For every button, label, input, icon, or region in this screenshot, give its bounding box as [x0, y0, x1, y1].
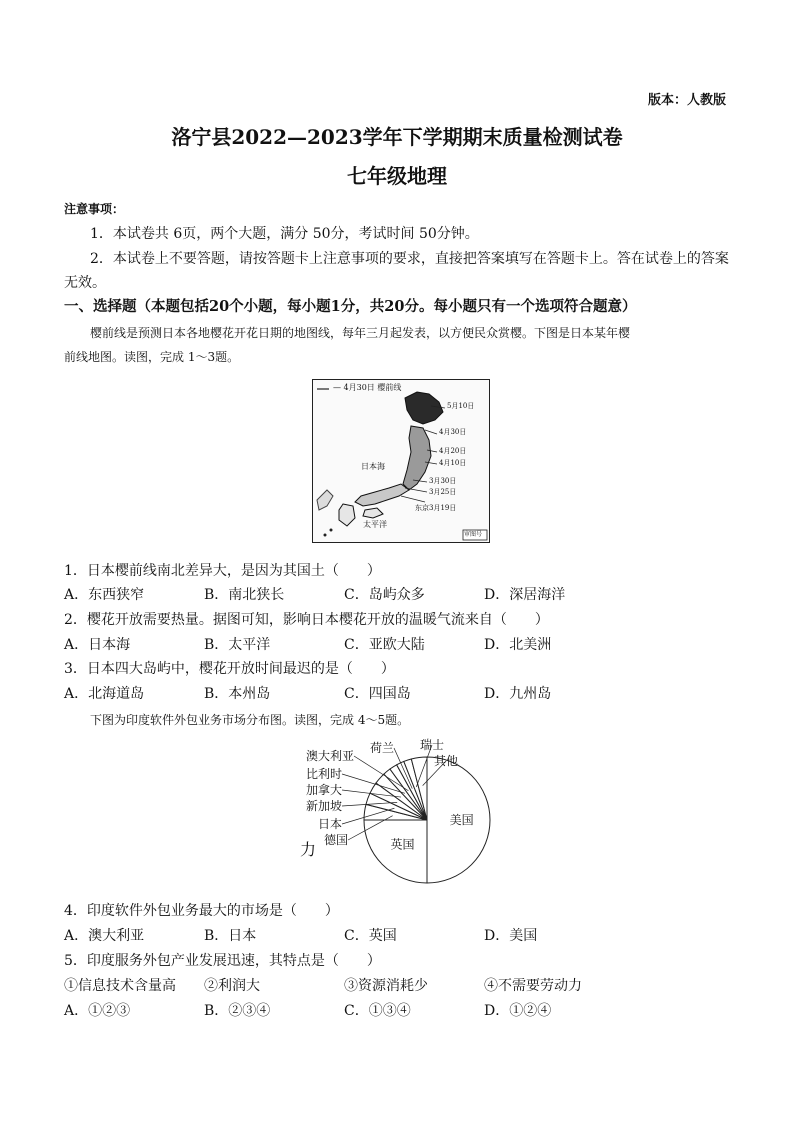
note-item-1: 1．本试卷共 6页，两个大题，满分 50分，考试时间 50分钟。: [90, 226, 479, 242]
section-1-intro: 樱前线是预测日本各地樱花开花日期的地图线，每年三月起发表，以方便民众赏樱。下图是日本某年樱: [90, 326, 631, 340]
question-2-stem: 2．樱花开放需要热量。据图可知，影响日本樱花开放的温暖气流来自（ ）: [64, 612, 549, 628]
pie-label-6: 比利时: [306, 767, 343, 781]
label-pacific-ocean: 太平洋: [363, 520, 387, 529]
exam-subtitle: 七年级地理: [347, 164, 447, 188]
question-3-option-d[interactable]: D．九州岛: [484, 686, 552, 702]
label-apr-10: 4月10日: [439, 459, 467, 467]
map-stamp: 审图号: [464, 531, 483, 538]
question-4-stem: 4．印度软件外包业务最大的市场是（ ）: [64, 903, 339, 919]
pie-intro: 下图为印度软件外包业务市场分布图。读图，完成 4～5题。: [90, 713, 410, 727]
outsourcing-pie-chart: [294, 736, 494, 896]
label-may-10: 5月10日: [447, 402, 475, 410]
section-1-intro-cont: 前线地图。读图，完成 1～3题。: [64, 350, 240, 364]
question-5-option-c[interactable]: C．①③④: [344, 1003, 411, 1019]
question-5-statement-1: ①信息技术含量高: [64, 978, 176, 994]
question-2-option-c[interactable]: C．亚欧大陆: [344, 637, 425, 653]
question-5-statement-4: ④不需要劳动力: [484, 978, 582, 994]
note-item-2: 2．本试卷上不要答题，请按答题卡上注意事项的要求，直接把答案填写在答题卡上。答在试卷上的答案: [90, 251, 729, 267]
question-2-option-b[interactable]: B．太平洋: [204, 637, 271, 653]
label-mar-25: 3月25日: [429, 488, 457, 496]
pie-label-9: 瑞士: [420, 738, 445, 752]
pie-label-2: 德国: [324, 833, 349, 847]
question-4-option-c[interactable]: C．英国: [344, 928, 397, 944]
question-5-option-b[interactable]: B．②③④: [204, 1003, 271, 1019]
stray-character: 力: [300, 840, 317, 859]
question-2-option-d[interactable]: D．北美洲: [484, 637, 552, 653]
question-2-option-a[interactable]: A．日本海: [64, 637, 131, 653]
question-5-statement-2: ②利润大: [204, 978, 260, 994]
question-1-option-c[interactable]: C．岛屿众多: [344, 587, 425, 603]
question-5-option-a[interactable]: A．①②③: [64, 1003, 131, 1019]
question-1-stem: 1．日本樱前线南北差异大，是因为其国土（ ）: [64, 563, 381, 579]
pie-label-1: 英国: [390, 837, 415, 852]
pie-label-5: 加拿大: [306, 783, 343, 797]
question-1-option-b[interactable]: B．南北狭长: [204, 587, 285, 603]
note-item-2-cont: 无效。: [64, 275, 106, 291]
question-3-stem: 3．日本四大岛屿中，樱花开放时间最迟的是（ ）: [64, 661, 395, 677]
label-tokyo: 东京3月19日: [415, 504, 457, 512]
question-3-option-c[interactable]: C．四国岛: [344, 686, 411, 702]
question-3-option-a[interactable]: A．北海道岛: [64, 686, 145, 702]
pie-label-10: 其他: [434, 754, 459, 768]
map-legend: — 4月30日 樱前线: [333, 383, 402, 392]
pie-label-8: 荷兰: [370, 741, 395, 755]
edition-label: 版本：人教版: [648, 93, 727, 108]
question-3-option-b[interactable]: B．本州岛: [204, 686, 271, 702]
question-4-option-a[interactable]: A．澳大利亚: [64, 928, 145, 944]
pie-label-4: 新加坡: [306, 799, 343, 813]
notes-heading: 注意事项：: [64, 202, 125, 216]
question-1-option-a[interactable]: A．东西狭窄: [64, 587, 145, 603]
question-4-option-d[interactable]: D．美国: [484, 928, 538, 944]
pie-label-0: 美国: [449, 813, 474, 827]
question-5-stem: 5．印度服务外包产业发展迅速，其特点是（ ）: [64, 953, 381, 969]
question-4-option-b[interactable]: B．日本: [204, 928, 257, 944]
question-5-statement-3: ③资源消耗少: [344, 978, 428, 994]
question-1-option-d[interactable]: D．深居海洋: [484, 587, 566, 603]
sakura-front-map: [312, 379, 490, 543]
exam-title: 洛宁县2022—2023学年下学期期末质量检测试卷: [171, 125, 623, 149]
section-1-heading: 一、选择题（本题包括20个小题，每小题1分，共20分。每小题只有一个选项符合题意）: [64, 298, 637, 315]
label-apr-20: 4月20日: [439, 447, 467, 455]
pie-label-7: 澳大利亚: [306, 749, 355, 763]
question-5-option-d[interactable]: D．①②④: [484, 1003, 552, 1019]
label-mar-30: 3月30日: [429, 477, 457, 485]
pie-label-3: 日本: [318, 817, 343, 831]
label-sea-of-japan: 日本海: [361, 462, 385, 471]
label-apr-30: 4月30日: [439, 428, 467, 436]
